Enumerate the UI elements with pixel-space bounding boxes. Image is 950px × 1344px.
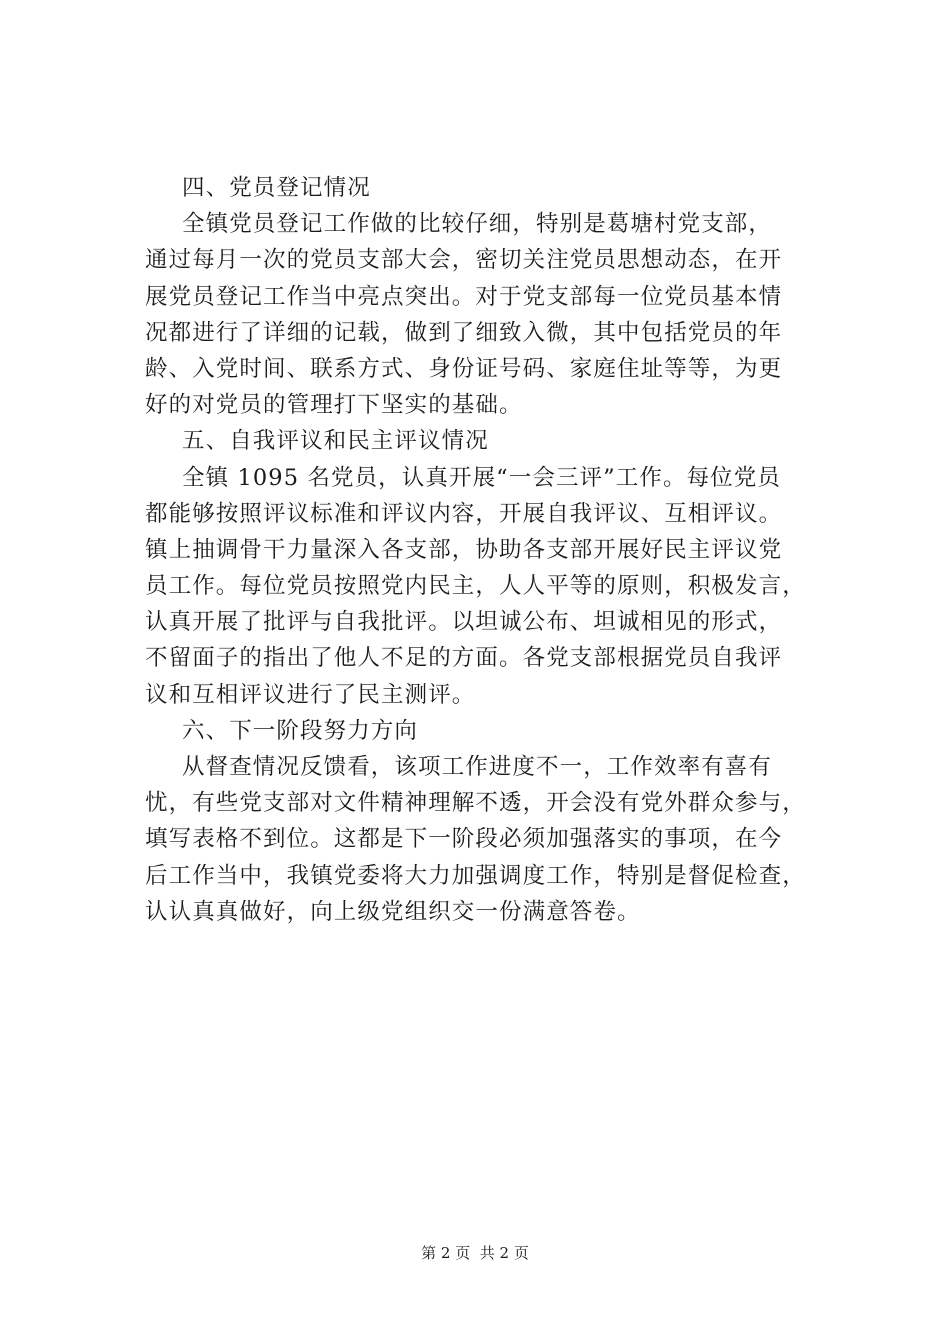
- document-line: 全镇党员登记工作做的比较仔细，特别是葛塘村党支部，: [182, 211, 773, 238]
- document-line: 龄、入党时间、联系方式、身份证号码、家庭住址等等，为更: [145, 355, 783, 382]
- document-line: 镇上抽调骨干力量深入各支部，协助各支部开展好民主评议党: [145, 536, 783, 563]
- document-line: 不留面子的指出了他人不足的方面。各党支部根据党员自我评: [145, 645, 783, 672]
- document-line: 员工作。每位党员按照党内民主，人人平等的原则，积极发言，: [145, 573, 806, 600]
- document-line: 议和互相评议进行了民主测评。: [145, 681, 476, 708]
- document-body: [145, 170, 835, 930]
- document-line: 都能够按照评议标准和评议内容，开展自我评议、互相评议。: [145, 500, 783, 527]
- document-line: 况都进行了详细的记载，做到了细致入微，其中包括党员的年: [145, 319, 783, 346]
- document-line: 填写表格不到位。这都是下一阶段必须加强落实的事项，在今: [145, 826, 783, 853]
- document-line: 展党员登记工作当中亮点突出。对于党支部每一位党员基本情: [145, 283, 783, 310]
- document-line: 忧，有些党支部对文件精神理解不透，开会没有党外群众参与，: [145, 790, 806, 817]
- document-line: 五、自我评议和民主评议情况: [182, 428, 489, 455]
- document-line: 四、党员登记情况: [182, 175, 371, 201]
- document-line: 从督查情况反馈看，该项工作进度不一，工作效率有喜有: [182, 754, 773, 780]
- document-line: 认认真真做好，向上级党组织交一份满意答卷。: [145, 898, 641, 925]
- page-number: 第 2 页 共 2 页: [421, 1244, 529, 1262]
- document-line: 六、下一阶段努力方向: [182, 717, 419, 744]
- document-line: 通过每月一次的党员支部大会，密切关注党员思想动态，在开: [145, 247, 783, 274]
- document-line: 认真开展了批评与自我批评。以坦诚公布、坦诚相见的形式，: [145, 609, 783, 636]
- document-line: 全镇 1095 名党员，认真开展“一会三评”工作。每位党员: [182, 464, 781, 491]
- page-footer: [0, 1243, 950, 1263]
- document-line: 后工作当中，我镇党委将大力加强调度工作，特别是督促检查，: [145, 862, 806, 889]
- document-line: 好的对党员的管理打下坚实的基础。: [145, 392, 523, 419]
